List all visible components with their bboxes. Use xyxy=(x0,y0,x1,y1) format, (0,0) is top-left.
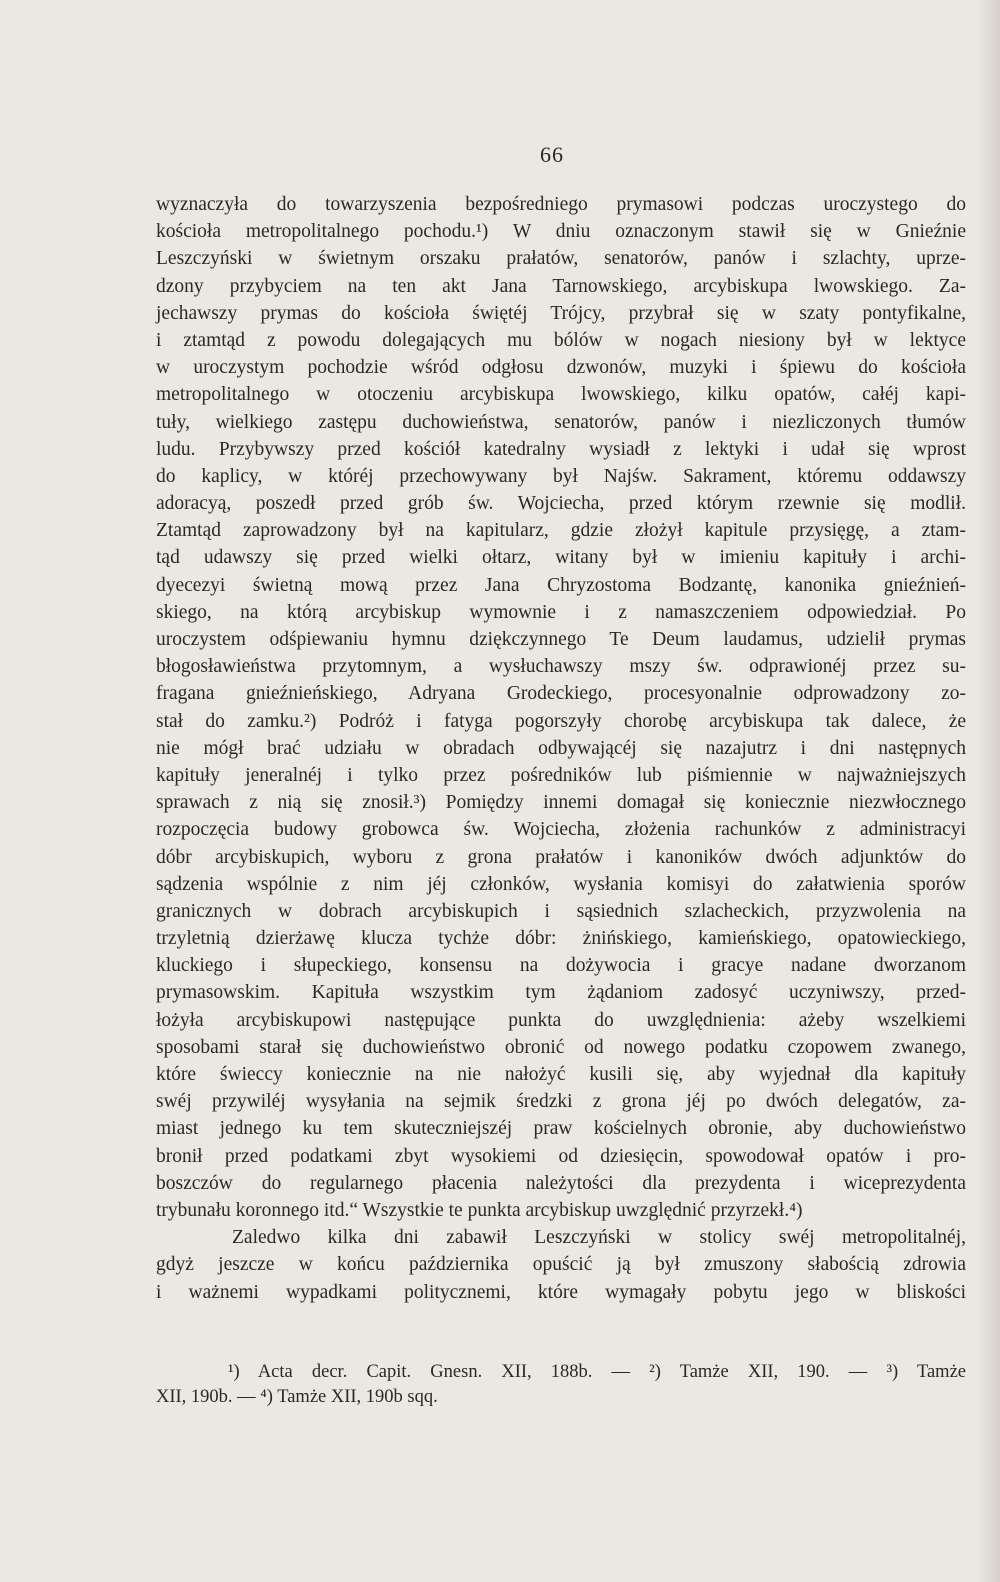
text-line: Ztamtąd zaprowadzony był na kapitularz, gdzie złożył kapitule przysięgę, a ztam- xyxy=(156,520,966,542)
main-text-block xyxy=(156,191,966,1306)
text-line: granicznych w dobrach arcybiskupich i sąsiednich szlacheckich, przyzwolenia na xyxy=(156,900,966,922)
text-line: Zaledwo kilka dni zabawił Leszczyński w stolicy swéj metropolitalnéj, xyxy=(232,1227,966,1249)
text-line: boszczów do regularnego płacenia należytości dla prezydenta i wiceprezydenta xyxy=(156,1172,966,1194)
footnotes-block xyxy=(156,1360,966,1410)
text-line: jechawszy prymas do kościoła świętéj Trójcy, przybrał się w szaty pontyfikalne, xyxy=(156,302,966,324)
text-line: sprawach z nią się znosił.³) Pomiędzy innemi domagał się koniecznie niezwłocznego xyxy=(156,792,966,814)
text-line: swéj przywiléj wysyłania na sejmik średzki z grona jéj po dwóch delegatów, za- xyxy=(156,1091,966,1113)
text-line: błogosławieństwa przytomnym, a wysłuchawszy mszy św. odprawionéj przez su- xyxy=(156,656,966,678)
text-line: fragana gnieźnieńskiego, Adryana Grodeckiego, procesyonalnie odprowadzony zo- xyxy=(156,683,966,705)
text-line: kapituły jeneralnéj i tylko przez pośredników lub piśmiennie w najważniejszych xyxy=(156,764,966,786)
page-number: 66 xyxy=(540,142,564,167)
text-line: uroczystem odśpiewaniu hymnu dziękczynnego Te Deum laudamus, udzielił prymas xyxy=(156,629,966,650)
text-line: trzyletnią dzierżawę klucza tychże dóbr: żnińskiego, kamieńskiego, opatowieckiego, xyxy=(156,928,966,950)
text-line: wyznaczyła do towarzyszenia bezpośredniego prymasowi podczas uroczystego do xyxy=(156,194,966,215)
footnote-line: ¹) Acta decr. Capit. Gnesn. XII, 188b. — ²) Tamże XII, 190. — ³) Tamże xyxy=(228,1362,966,1382)
text-line: skiego, na którą arcybiskup wymownie i z namaszczeniem odpowiedział. Po xyxy=(156,601,966,623)
text-line: dzony przybyciem na ten akt Jana Tarnowskiego, arcybiskupa lwowskiego. Za- xyxy=(156,275,966,297)
text-line: i ztamtąd z powodu dolegających mu bólów w nogach niesiony był w lektyce xyxy=(156,329,966,351)
page-edge-shadow xyxy=(976,0,1000,1582)
text-line: prymasowskim. Kapituła wszystkim tym żądaniom zadosyć uczyniwszy, przed- xyxy=(156,982,966,1004)
text-line: kluckiego i słupeckiego, konsensu na dożywocia i gracye nadane dworzanom xyxy=(156,955,966,977)
text-line: w uroczystym pochodzie wśród odgłosu dzwonów, muzyki i śpiewu do kościoła xyxy=(156,357,966,379)
text-line: które świeccy koniecznie na nie nałożyć kusili się, aby wyjednał dla kapituły xyxy=(156,1064,966,1085)
text-line: tuły, wielkiego zastępu duchowieństwa, senatorów, panów i niezliczonych tłumów xyxy=(156,411,966,433)
text-line: adoracyą, poszedł przed grób św. Wojciecha, przed którym rzewnie się modlił. xyxy=(156,493,966,515)
text-line: sposobami starał się duchowieństwo obronić od nowego podatku czopowem zwanego, xyxy=(156,1036,966,1058)
text-line: tąd udawszy się przed wielki ołtarz, witany był w imieniu kapituły i archi- xyxy=(156,547,966,569)
text-line: bronił przed podatkami zbyt wysokiemi od dziesięcin, spowodował opatów i pro- xyxy=(156,1145,966,1167)
text-line: trybunału koronnego itd.“ Wszystkie te punkta arcybiskup uwzględnić przyrzekł.⁴) xyxy=(156,1199,803,1221)
footnote-line: XII, 190b. — ⁴) Tamże XII, 190b sqq. xyxy=(156,1387,438,1407)
text-line: rozpoczęcia budowy grobowca św. Wojciecha, złożenia rachunków z administracyi xyxy=(156,819,966,841)
text-line: stał do zamku.²) Podróż i fatyga pogorszyły chorobę arcybiskupa tak dalece, że xyxy=(156,710,966,732)
text-line: dóbr arcybiskupich, wyboru z grona prałatów i kanoników dwóch adjunktów do xyxy=(156,846,966,868)
text-line: do kaplicy, w któréj przechowywany był Najśw. Sakrament, któremu oddawszy xyxy=(156,465,966,487)
text-line: ludu. Przybywszy przed kościół katedralny wysiadł z lektyki i udał się wprost xyxy=(156,438,966,460)
text-line: i ważnemi wypadkami politycznemi, które wymagały pobytu jego w bliskości xyxy=(156,1281,966,1303)
text-line: nie mógł brać udziału w obradach odbywającéj się nazajutrz i dni następnych xyxy=(156,737,966,759)
text-line: gdyż jeszcze w końcu października opuścić ją był zmuszony słabością zdrowia xyxy=(156,1254,966,1276)
text-line: sądzenia wspólnie z nim jéj członków, wysłania komisyi do załatwienia sporów xyxy=(156,873,966,895)
text-line: kościoła metropolitalnego pochodu.¹) W dniu oznaczonym stawił się w Gnieźnie xyxy=(156,221,966,243)
text-line: metropolitalnego w otoczeniu arcybiskupa lwowskiego, kilku opatów, całéj kapi- xyxy=(156,384,966,406)
text-line: łożyła arcybiskupowi następujące punkta do uwzględnienia: ażeby wszelkiemi xyxy=(156,1009,966,1031)
text-line: dyecezyi świetną mową przez Jana Chryzostoma Bodzantę, kanonika gnieźnień- xyxy=(156,574,966,596)
text-line: Leszczyński w świetnym orszaku prałatów, senatorów, panów i szlachty, uprze- xyxy=(156,248,966,270)
text-line: miast jednego ku tem skuteczniejszéj praw kościelnych obronie, aby duchowieństwo xyxy=(156,1118,966,1140)
